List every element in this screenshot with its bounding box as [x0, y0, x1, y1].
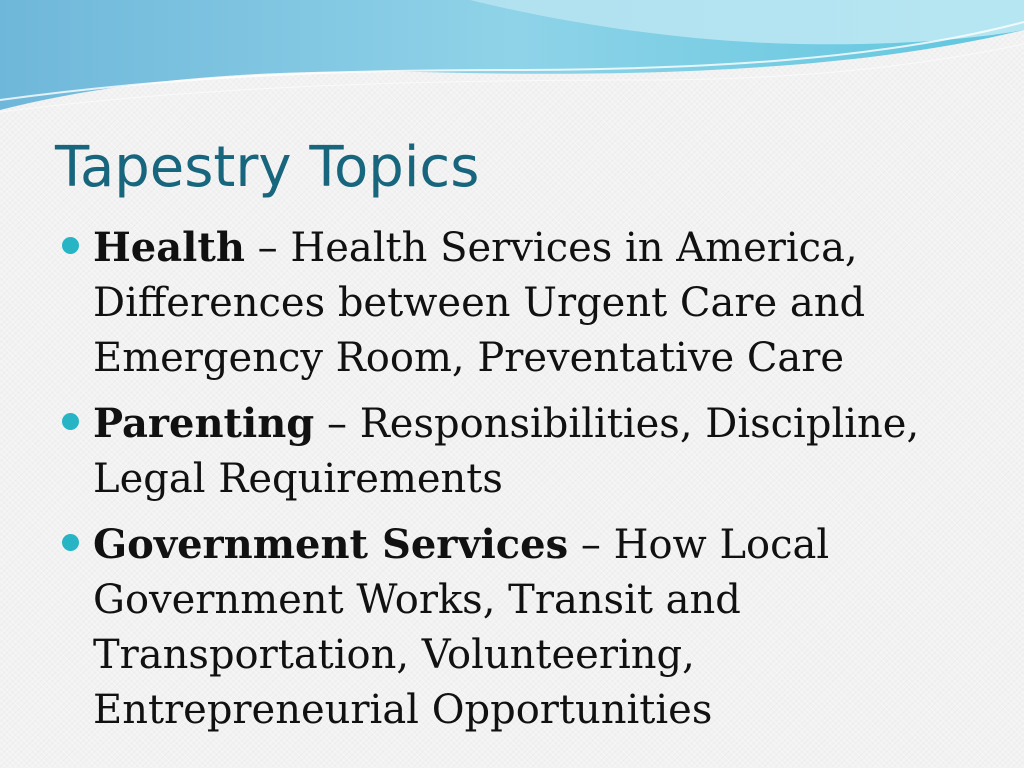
- topic-separator: –: [244, 225, 291, 271]
- bullet-icon: [62, 413, 79, 430]
- topic-separator: –: [314, 401, 360, 447]
- topic-item-government-services: [62, 517, 962, 738]
- topic-heading: Health: [93, 224, 245, 271]
- topic-description: Responsibilities, Discipline, Legal Requirements: [93, 401, 920, 502]
- topic-heading: Parenting: [93, 400, 315, 447]
- topic-item-parenting: [62, 396, 962, 507]
- topic-description: Health Services in America, Differences between Urgent Care and Emergency Room, Preventative Care: [93, 225, 866, 381]
- wave-banner: [0, 0, 1024, 120]
- slide-title: Tapestry Topics: [55, 135, 480, 200]
- topic-description: How Local Government Works, Transit and Transportation, Volunteering, Entrepreneurial Opportunities: [93, 522, 830, 733]
- topic-item-health: [62, 220, 962, 386]
- bullet-icon: [62, 237, 79, 254]
- bullet-icon: [62, 534, 79, 551]
- topic-separator: –: [568, 522, 614, 568]
- topic-heading: Government Services: [93, 521, 569, 568]
- topic-list: [62, 220, 962, 748]
